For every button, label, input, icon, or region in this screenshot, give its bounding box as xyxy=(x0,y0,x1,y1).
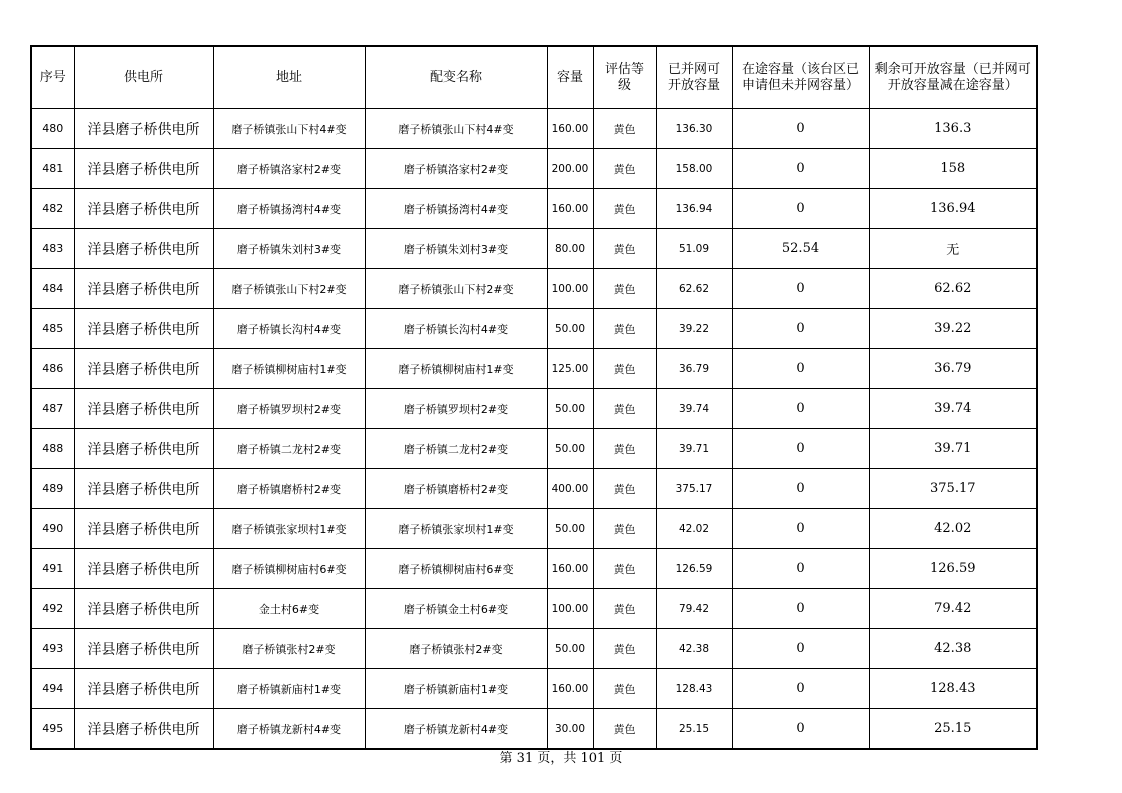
table-row xyxy=(31,509,1037,549)
cell-addr: 磨子桥镇罗坝村2#变 xyxy=(213,389,365,429)
cell-name: 磨子桥镇朱刘村3#变 xyxy=(365,229,547,269)
cell-cap: 50.00 xyxy=(547,389,593,429)
cell-transit: 0 xyxy=(732,509,869,549)
cell-cap: 160.00 xyxy=(547,109,593,149)
cell-addr: 磨子桥镇张山下村2#变 xyxy=(213,269,365,309)
cell-cap: 50.00 xyxy=(547,429,593,469)
header-name: 配变名称 xyxy=(365,46,547,109)
cell-grade: 黄色 xyxy=(593,669,656,709)
cell-office: 洋县磨子桥供电所 xyxy=(74,349,213,389)
cell-open: 39.22 xyxy=(656,309,732,349)
cell-addr: 磨子桥镇洛家村2#变 xyxy=(213,149,365,189)
cell-office: 洋县磨子桥供电所 xyxy=(74,429,213,469)
cell-addr: 磨子桥镇长沟村4#变 xyxy=(213,309,365,349)
header-idx: 序号 xyxy=(31,46,74,109)
cell-name: 磨子桥镇罗坝村2#变 xyxy=(365,389,547,429)
cell-office: 洋县磨子桥供电所 xyxy=(74,269,213,309)
cell-remain: 无 xyxy=(869,229,1037,269)
header-remain: 剩余可开放容量（已并网可开放容量减在途容量） xyxy=(869,46,1037,109)
cell-grade: 黄色 xyxy=(593,349,656,389)
header-cap: 容量 xyxy=(547,46,593,109)
cell-remain: 42.38 xyxy=(869,629,1037,669)
table-row xyxy=(31,709,1037,750)
cell-transit: 0 xyxy=(732,549,869,589)
cell-idx: 494 xyxy=(31,669,74,709)
cell-grade: 黄色 xyxy=(593,109,656,149)
cell-open: 375.17 xyxy=(656,469,732,509)
cell-remain: 136.3 xyxy=(869,109,1037,149)
table-row xyxy=(31,549,1037,589)
cell-transit: 0 xyxy=(732,149,869,189)
table-row xyxy=(31,429,1037,469)
cell-name: 磨子桥镇长沟村4#变 xyxy=(365,309,547,349)
cell-transit: 0 xyxy=(732,309,869,349)
cell-open: 42.38 xyxy=(656,629,732,669)
cell-office: 洋县磨子桥供电所 xyxy=(74,469,213,509)
table-row xyxy=(31,149,1037,189)
cell-name: 磨子桥镇磨桥村2#变 xyxy=(365,469,547,509)
cell-idx: 485 xyxy=(31,309,74,349)
cell-remain: 62.62 xyxy=(869,269,1037,309)
cell-idx: 484 xyxy=(31,269,74,309)
cell-addr: 金土村6#变 xyxy=(213,589,365,629)
table-row xyxy=(31,189,1037,229)
cell-office: 洋县磨子桥供电所 xyxy=(74,389,213,429)
header-grade: 评估等级 xyxy=(593,46,656,109)
cell-idx: 490 xyxy=(31,509,74,549)
cell-grade: 黄色 xyxy=(593,429,656,469)
cell-transit: 0 xyxy=(732,589,869,629)
cell-open: 128.43 xyxy=(656,669,732,709)
cell-addr: 磨子桥镇扬湾村4#变 xyxy=(213,189,365,229)
cell-addr: 磨子桥镇张村2#变 xyxy=(213,629,365,669)
cell-name: 磨子桥镇张山下村4#变 xyxy=(365,109,547,149)
cell-cap: 50.00 xyxy=(547,309,593,349)
cell-remain: 42.02 xyxy=(869,509,1037,549)
cell-name: 磨子桥镇新庙村1#变 xyxy=(365,669,547,709)
cell-grade: 黄色 xyxy=(593,269,656,309)
cell-office: 洋县磨子桥供电所 xyxy=(74,109,213,149)
cell-addr: 磨子桥镇柳树庙村6#变 xyxy=(213,549,365,589)
table-row xyxy=(31,469,1037,509)
cell-office: 洋县磨子桥供电所 xyxy=(74,709,213,750)
cell-idx: 489 xyxy=(31,469,74,509)
cell-cap: 400.00 xyxy=(547,469,593,509)
cell-transit: 0 xyxy=(732,349,869,389)
cell-addr: 磨子桥镇柳树庙村1#变 xyxy=(213,349,365,389)
cell-cap: 160.00 xyxy=(547,549,593,589)
cell-grade: 黄色 xyxy=(593,389,656,429)
cell-cap: 50.00 xyxy=(547,509,593,549)
cell-remain: 158 xyxy=(869,149,1037,189)
cell-name: 磨子桥镇金土村6#变 xyxy=(365,589,547,629)
cell-office: 洋县磨子桥供电所 xyxy=(74,589,213,629)
table-row xyxy=(31,309,1037,349)
cell-grade: 黄色 xyxy=(593,709,656,750)
cell-grade: 黄色 xyxy=(593,469,656,509)
table-row xyxy=(31,389,1037,429)
cell-grade: 黄色 xyxy=(593,229,656,269)
cell-name: 磨子桥镇扬湾村4#变 xyxy=(365,189,547,229)
cell-office: 洋县磨子桥供电所 xyxy=(74,149,213,189)
cell-name: 磨子桥镇柳树庙村6#变 xyxy=(365,549,547,589)
cell-remain: 39.71 xyxy=(869,429,1037,469)
cell-remain: 79.42 xyxy=(869,589,1037,629)
cell-name: 磨子桥镇龙新村4#变 xyxy=(365,709,547,750)
cell-cap: 200.00 xyxy=(547,149,593,189)
cell-office: 洋县磨子桥供电所 xyxy=(74,629,213,669)
cell-grade: 黄色 xyxy=(593,309,656,349)
cell-open: 36.79 xyxy=(656,349,732,389)
cell-open: 39.74 xyxy=(656,389,732,429)
cell-remain: 375.17 xyxy=(869,469,1037,509)
cell-cap: 80.00 xyxy=(547,229,593,269)
cell-grade: 黄色 xyxy=(593,629,656,669)
cell-office: 洋县磨子桥供电所 xyxy=(74,309,213,349)
cell-idx: 487 xyxy=(31,389,74,429)
cell-name: 磨子桥镇洛家村2#变 xyxy=(365,149,547,189)
cell-remain: 136.94 xyxy=(869,189,1037,229)
cell-grade: 黄色 xyxy=(593,149,656,189)
cell-idx: 481 xyxy=(31,149,74,189)
cell-idx: 488 xyxy=(31,429,74,469)
cell-remain: 39.74 xyxy=(869,389,1037,429)
cell-remain: 128.43 xyxy=(869,669,1037,709)
cell-transit: 0 xyxy=(732,109,869,149)
cell-addr: 磨子桥镇张山下村4#变 xyxy=(213,109,365,149)
table-row xyxy=(31,589,1037,629)
cell-cap: 100.00 xyxy=(547,589,593,629)
cell-transit: 0 xyxy=(732,709,869,750)
cell-idx: 491 xyxy=(31,549,74,589)
cell-office: 洋县磨子桥供电所 xyxy=(74,669,213,709)
cell-cap: 30.00 xyxy=(547,709,593,750)
cell-open: 126.59 xyxy=(656,549,732,589)
cell-name: 磨子桥镇二龙村2#变 xyxy=(365,429,547,469)
table-row xyxy=(31,269,1037,309)
cell-transit: 0 xyxy=(732,629,869,669)
table-row xyxy=(31,669,1037,709)
cell-transit: 0 xyxy=(732,669,869,709)
cell-office: 洋县磨子桥供电所 xyxy=(74,549,213,589)
header-office: 供电所 xyxy=(74,46,213,109)
cell-open: 136.94 xyxy=(656,189,732,229)
cell-transit: 52.54 xyxy=(732,229,869,269)
cell-remain: 25.15 xyxy=(869,709,1037,750)
cell-addr: 磨子桥镇龙新村4#变 xyxy=(213,709,365,750)
cell-addr: 磨子桥镇朱刘村3#变 xyxy=(213,229,365,269)
cell-idx: 493 xyxy=(31,629,74,669)
cell-grade: 黄色 xyxy=(593,509,656,549)
cell-office: 洋县磨子桥供电所 xyxy=(74,509,213,549)
cell-remain: 36.79 xyxy=(869,349,1037,389)
capacity-table xyxy=(30,45,1038,750)
cell-name: 磨子桥镇张家坝村1#变 xyxy=(365,509,547,549)
header-row xyxy=(31,46,1037,109)
cell-open: 136.30 xyxy=(656,109,732,149)
table-row xyxy=(31,229,1037,269)
cell-cap: 160.00 xyxy=(547,189,593,229)
page-number: 第 31 页，共 101 页 xyxy=(499,751,623,766)
cell-open: 51.09 xyxy=(656,229,732,269)
header-open: 已并网可开放容量 xyxy=(656,46,732,109)
cell-remain: 126.59 xyxy=(869,549,1037,589)
cell-open: 39.71 xyxy=(656,429,732,469)
table-row xyxy=(31,109,1037,149)
cell-addr: 磨子桥镇二龙村2#变 xyxy=(213,429,365,469)
cell-grade: 黄色 xyxy=(593,189,656,229)
header-transit: 在途容量（该台区已申请但未并网容量） xyxy=(732,46,869,109)
cell-remain: 39.22 xyxy=(869,309,1037,349)
cell-open: 62.62 xyxy=(656,269,732,309)
cell-open: 79.42 xyxy=(656,589,732,629)
cell-grade: 黄色 xyxy=(593,589,656,629)
cell-idx: 492 xyxy=(31,589,74,629)
cell-idx: 483 xyxy=(31,229,74,269)
cell-name: 磨子桥镇张山下村2#变 xyxy=(365,269,547,309)
cell-idx: 482 xyxy=(31,189,74,229)
cell-addr: 磨子桥镇磨桥村2#变 xyxy=(213,469,365,509)
header-addr: 地址 xyxy=(213,46,365,109)
cell-grade: 黄色 xyxy=(593,549,656,589)
cell-addr: 磨子桥镇新庙村1#变 xyxy=(213,669,365,709)
cell-open: 158.00 xyxy=(656,149,732,189)
cell-transit: 0 xyxy=(732,429,869,469)
cell-transit: 0 xyxy=(732,389,869,429)
cell-addr: 磨子桥镇张家坝村1#变 xyxy=(213,509,365,549)
cell-cap: 160.00 xyxy=(547,669,593,709)
cell-cap: 100.00 xyxy=(547,269,593,309)
cell-transit: 0 xyxy=(732,269,869,309)
cell-idx: 486 xyxy=(31,349,74,389)
table-row xyxy=(31,349,1037,389)
cell-open: 42.02 xyxy=(656,509,732,549)
cell-transit: 0 xyxy=(732,469,869,509)
cell-idx: 495 xyxy=(31,709,74,750)
cell-transit: 0 xyxy=(732,189,869,229)
cell-cap: 125.00 xyxy=(547,349,593,389)
cell-name: 磨子桥镇柳树庙村1#变 xyxy=(365,349,547,389)
cell-name: 磨子桥镇张村2#变 xyxy=(365,629,547,669)
table-row xyxy=(31,629,1037,669)
cell-office: 洋县磨子桥供电所 xyxy=(74,229,213,269)
cell-open: 25.15 xyxy=(656,709,732,750)
cell-idx: 480 xyxy=(31,109,74,149)
cell-office: 洋县磨子桥供电所 xyxy=(74,189,213,229)
cell-cap: 50.00 xyxy=(547,629,593,669)
